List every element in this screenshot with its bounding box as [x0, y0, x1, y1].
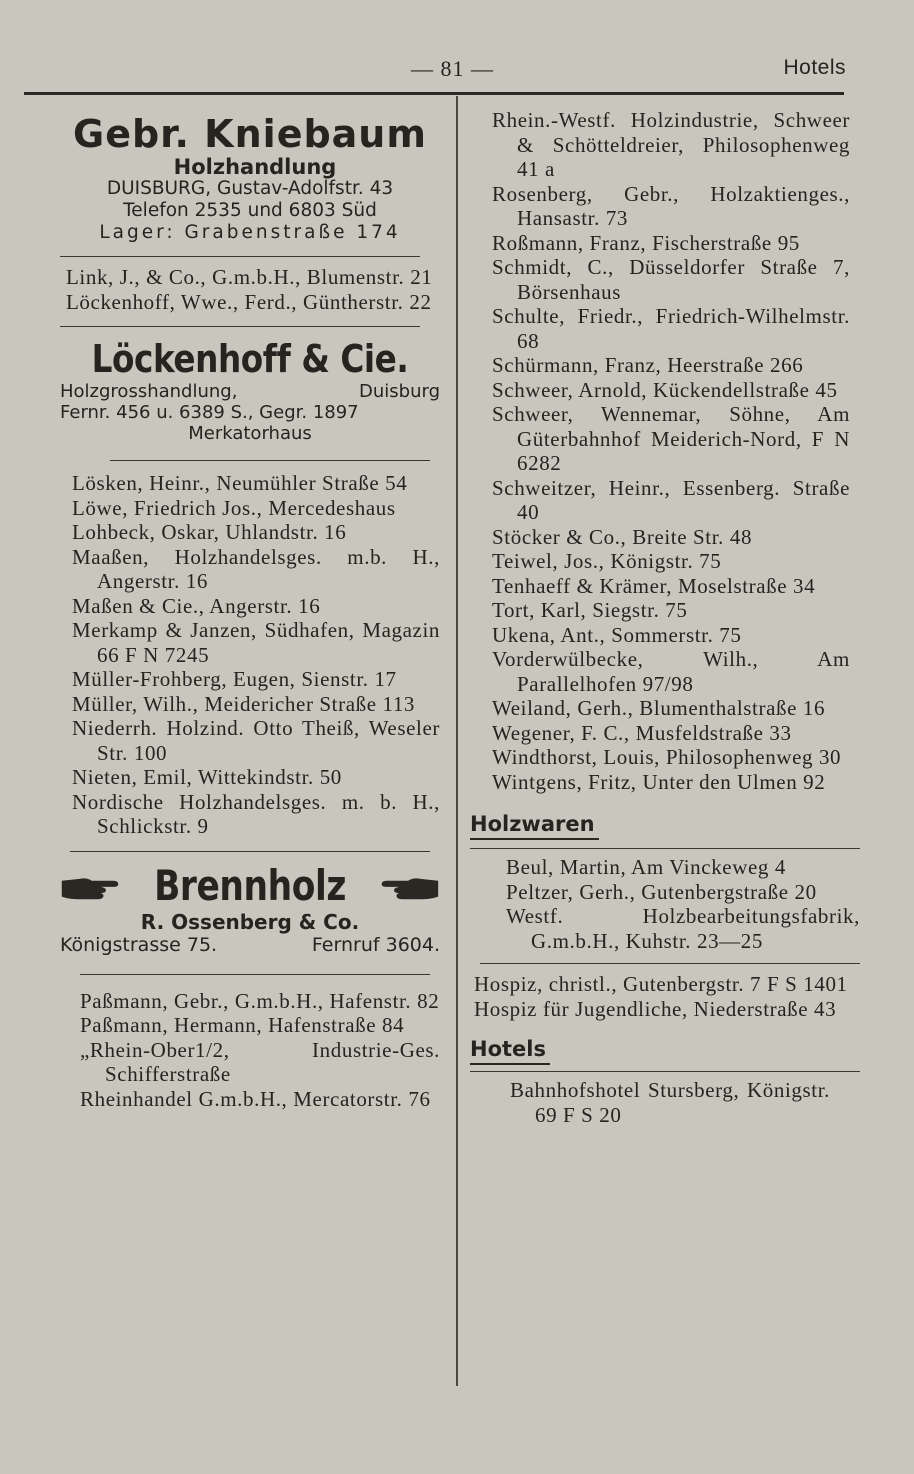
- ad-loeckenhoff-trade: Holzgrosshandlung,: [60, 381, 238, 402]
- ad-loeckenhoff: [60, 337, 440, 444]
- ad-kniebaum-address: DUISBURG, Gustav-Adolfstr. 43: [106, 178, 394, 199]
- list-item: Ukena, Ant., Sommerstr. 75: [492, 622, 742, 647]
- list-item: Nordische Holzhandelsges. m. b. H., Schlickstr. 9: [72, 789, 440, 838]
- divider: [470, 848, 860, 849]
- list-item: Weiland, Gerh., Blumenthalstraße 16: [492, 696, 826, 720]
- hotels-heading-wrap: [470, 1035, 870, 1065]
- divider: [480, 963, 860, 964]
- ad-loeckenhoff-line1: [60, 381, 440, 402]
- divider: [70, 851, 430, 852]
- pointing-hand-right-icon: [60, 868, 129, 904]
- left-column: [60, 108, 440, 1111]
- list-item: Müller, Wilh., Meidericher Straße 113: [72, 691, 416, 716]
- list-item: Teiwel, Jos., Königstr. 75: [492, 549, 722, 573]
- list-item: Wintgens, Fritz, Unter den Ulmen 92: [492, 769, 826, 794]
- entries-group-1: [60, 265, 440, 314]
- holzwaren-list: [470, 855, 870, 953]
- hotels-heading: Hotels: [470, 1035, 550, 1065]
- divider: [60, 326, 420, 327]
- list-item: Maaßen, Holzhandelsges. m.b. H., Angerstr. 16: [72, 544, 440, 593]
- entries-group-right-1: [470, 108, 870, 794]
- list-item: Rhein.-Westf. Holzindustrie, Schweer & Schötteldreier, Philosophenweg 41 a: [492, 108, 850, 181]
- list-item: Schürmann, Franz, Heerstraße 266: [492, 353, 804, 377]
- list-item: Bahnhofshotel Stursberg, Königstr. 69 F S 20: [510, 1078, 830, 1127]
- divider: [80, 974, 430, 975]
- list-item: Hospiz für Jugendliche, Niederstraße 43: [474, 996, 837, 1021]
- list-item: Hospiz, christl., Gutenbergstr. 7 F S 1401: [474, 972, 848, 996]
- ad-loeckenhoff-city: Duisburg: [359, 381, 440, 402]
- hotels-list: [470, 1078, 870, 1127]
- list-item: Rheinhandel G.m.b.H., Mercatorstr. 76: [80, 1086, 431, 1111]
- list-item: Lohbeck, Oskar, Uhlandstr. 16: [72, 520, 347, 544]
- list-item: „Rhein-Ober1/2, Industrie-Ges. Schifferstraße: [80, 1037, 440, 1086]
- list-item: Wegener, F. C., Musfeldstraße 33: [492, 720, 792, 745]
- holzwaren-heading-wrap: [470, 810, 870, 840]
- list-item: Niederrh. Holzind. Otto Theiß, Weseler Str. 100: [72, 716, 440, 765]
- ad-kniebaum-subtitle: Holzhandlung: [173, 155, 337, 179]
- divider: [60, 256, 420, 257]
- divider: [110, 460, 430, 461]
- list-item: Maßen & Cie., Angerstr. 16: [72, 593, 321, 618]
- list-item: Stöcker & Co., Breite Str. 48: [492, 524, 753, 549]
- list-item: Schweitzer, Heinr., Essenberg. Straße 40: [492, 475, 850, 524]
- ad-brennholz-street: Königstrasse 75.: [60, 933, 218, 956]
- list-item: Löckenhoff, Wwe., Ferd., Güntherstr. 22: [66, 289, 432, 314]
- list-item: Merkamp & Janzen, Südhafen, Magazin 66 F N 7245: [72, 618, 440, 667]
- list-item: Schweer, Wennemar, Söhne, Am Güterbahnhof Meiderich-Nord, F N 6282: [492, 402, 850, 475]
- ad-brennholz-name: Brennholz: [154, 860, 346, 910]
- list-item: Schweer, Arnold, Kückendellstraße 45: [492, 377, 838, 402]
- ad-brennholz-name-row: [60, 862, 440, 910]
- ad-kniebaum-name: Gebr. Kniebaum: [73, 112, 427, 156]
- list-item: Nieten, Emil, Wittekindstr. 50: [72, 765, 342, 789]
- list-item: Paßmann, Gebr., G.m.b.H., Hafenstr. 82: [80, 988, 440, 1013]
- list-item: Vorderwülbecke, Wilh., Am Parallelhofen 97/98: [492, 647, 850, 696]
- list-item: Tort, Karl, Siegstr. 75: [492, 598, 688, 622]
- list-item: Beul, Martin, Am Vinckeweg 4: [506, 855, 786, 879]
- list-item: Paßmann, Hermann, Hafenstraße 84: [80, 1013, 405, 1037]
- column-divider: [456, 96, 458, 1386]
- ad-brennholz-company: R. Ossenberg & Co.: [140, 909, 360, 934]
- pointing-hand-left-icon: [371, 868, 440, 904]
- entries-group-3: [60, 989, 440, 1112]
- ad-kniebaum: [60, 112, 440, 244]
- list-item: Müller-Frohberg, Eugen, Sienstr. 17: [72, 667, 397, 691]
- list-item: Tenhaeff & Krämer, Moselstraße 34: [492, 573, 816, 598]
- ad-brennholz: [60, 862, 440, 956]
- list-item: Lösken, Heinr., Neumühler Straße 54: [72, 471, 408, 495]
- page-header: [26, 56, 846, 86]
- ad-loeckenhoff-name: Löckenhoff & Cie.: [91, 337, 409, 381]
- ad-loeckenhoff-building: Merkatorhaus: [188, 423, 312, 444]
- ad-brennholz-phone: Fernruf 3604.: [311, 933, 440, 956]
- list-item: Schulte, Friedr., Friedrich-Wilhelmstr. 68: [492, 304, 850, 353]
- list-item: Rosenberg, Gebr., Holzaktienges., Hansastr. 73: [492, 181, 850, 230]
- hospiz-list: [470, 972, 870, 1021]
- section-title: Hotels: [783, 56, 846, 79]
- ad-loeckenhoff-phone: Fernr. 456 u. 6389 S., Gegr. 1897: [60, 402, 359, 423]
- list-item: Roßmann, Franz, Fischerstraße 95: [492, 230, 800, 255]
- ad-brennholz-address: [60, 934, 440, 956]
- header-rule: [24, 92, 844, 95]
- list-item: Westf. Holzbearbeitungsfabrik, G.m.b.H., Kuhstr. 23—25: [506, 904, 860, 953]
- list-item: Link, J., & Co., G.m.b.H., Blumenstr. 21: [66, 265, 433, 289]
- holzwaren-heading: Holzwaren: [470, 810, 599, 840]
- list-item: Löwe, Friedrich Jos., Mercedeshaus: [72, 495, 396, 520]
- divider: [470, 1071, 860, 1072]
- list-item: Schmidt, C., Düsseldorfer Straße 7, Börsenhaus: [492, 255, 850, 304]
- ad-kniebaum-phone: Telefon 2535 und 6803 Süd: [123, 200, 377, 221]
- page-number: — 81 —: [411, 56, 494, 81]
- list-item: Peltzer, Gerh., Gutenbergstraße 20: [506, 879, 817, 904]
- ad-kniebaum-lager: Lager: Grabenstraße 174: [99, 222, 401, 243]
- entries-group-2: [60, 471, 440, 839]
- list-item: Windthorst, Louis, Philosophenweg 30: [492, 745, 842, 769]
- right-column: [470, 108, 870, 1127]
